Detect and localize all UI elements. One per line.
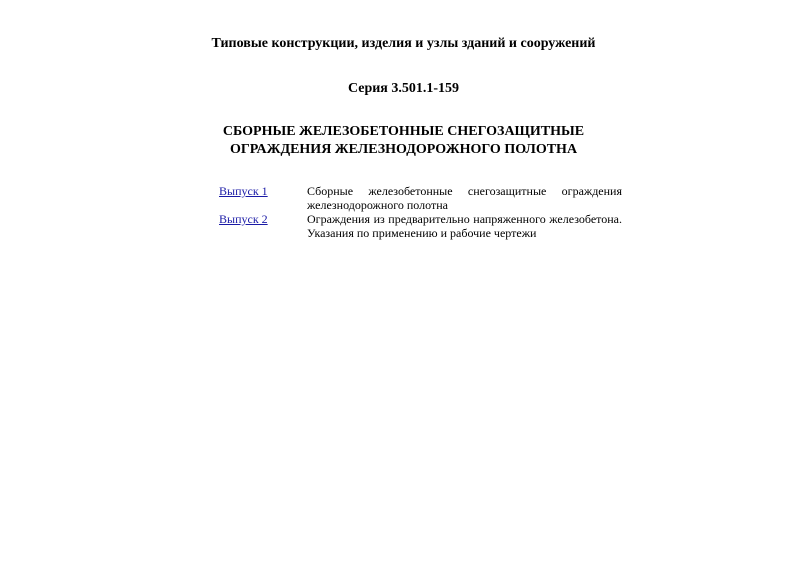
document-header: Типовые конструкции, изделия и узлы зданий и сооружений <box>211 36 596 51</box>
document-title <box>0 123 807 159</box>
document-title-line-1: СБОРНЫЕ ЖЕЛЕЗОБЕТОННЫЕ СНЕГОЗАЩИТНЫЕ <box>222 124 585 139</box>
issue-row-1 <box>219 184 622 212</box>
issue-1-link[interactable]: Выпуск 1 <box>219 184 268 198</box>
issue-2-description: Ограждения из предварительно напряженного железобетона. Указания по применению и рабочие чертежи <box>307 212 622 240</box>
series-title: Серия 3.501.1-159 <box>347 81 460 96</box>
issue-list <box>219 184 622 240</box>
issue-2-link[interactable]: Выпуск 2 <box>219 212 268 226</box>
issue-1-description: Сборные железобетонные снегозащитные ограждения железнодорожного полотна <box>307 184 622 212</box>
issue-row-2 <box>219 212 622 240</box>
document-title-line-2: ОГРАЖДЕНИЯ ЖЕЛЕЗНОДОРОЖНОГО ПОЛОТНА <box>229 142 578 157</box>
